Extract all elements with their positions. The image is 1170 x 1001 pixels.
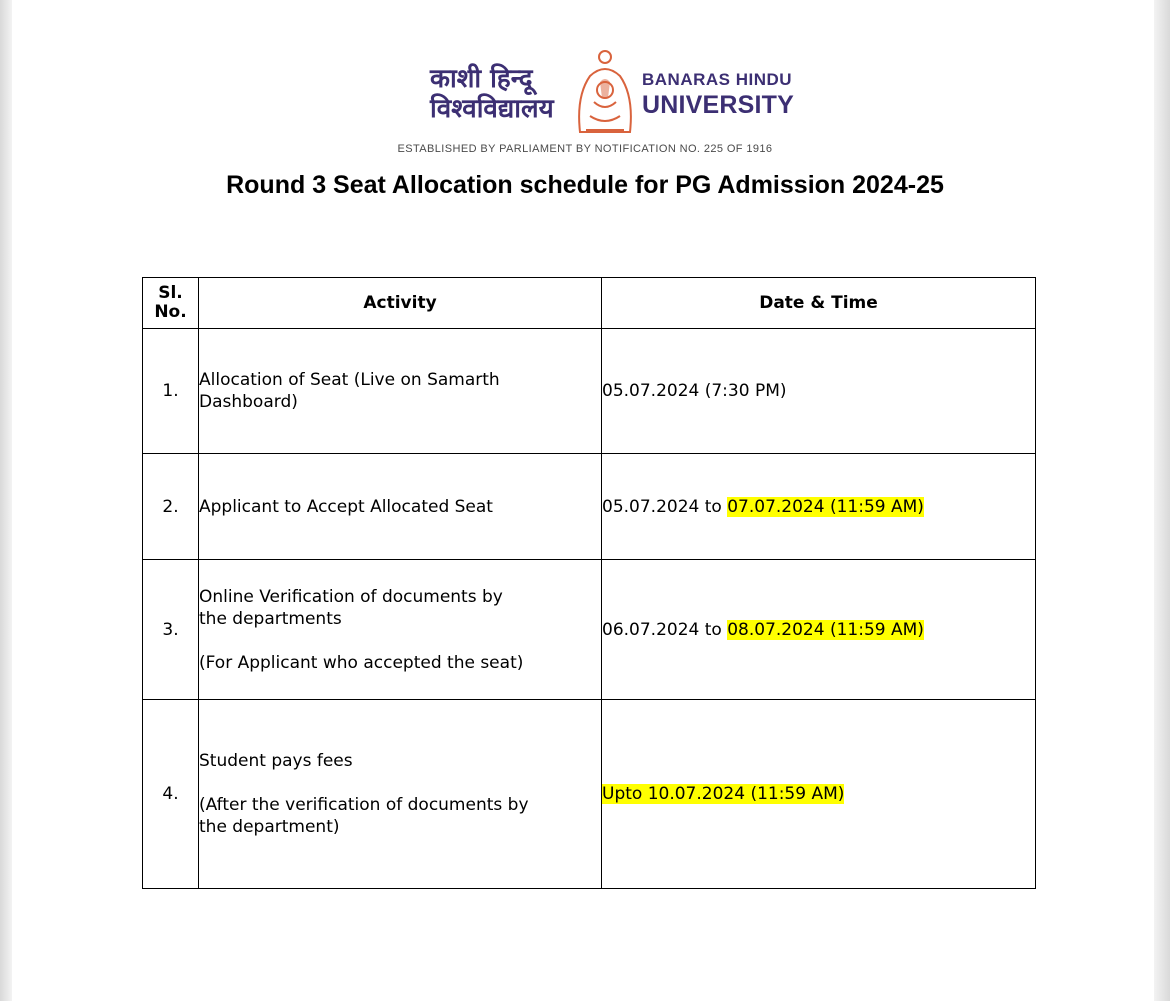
- logo-english-line2: UNIVERSITY: [642, 91, 795, 119]
- header-activity: Activity: [199, 278, 602, 329]
- row-sl-no: 2.: [143, 454, 199, 560]
- logo-hindi-line2: विश्वविद्यालय: [430, 94, 554, 124]
- date-highlight: 08.07.2024 (11:59 AM): [727, 619, 924, 640]
- logo-english-text: [642, 70, 794, 120]
- date-highlight: 07.07.2024 (11:59 AM): [727, 496, 924, 517]
- row-activity: Allocation of Seat (Live on Samarth Dashboard): [199, 329, 602, 454]
- logo-english-line1: BANARAS HINDU: [642, 70, 793, 89]
- page-title: Round 3 Seat Allocation schedule for PG Admission 2024-25: [226, 171, 944, 199]
- activity-line: Online Verification of documents by: [199, 586, 503, 607]
- row-activity: Applicant to Accept Allocated Seat: [199, 454, 602, 560]
- schedule-table: [142, 277, 1036, 889]
- table-header-row: [143, 278, 1036, 329]
- row-datetime: [602, 700, 1036, 889]
- date-highlight: Upto 10.07.2024 (11:59 AM): [602, 784, 845, 804]
- header-sl-line1: Sl.: [158, 283, 183, 303]
- activity-note-line: (After the verification of documents by: [199, 795, 529, 815]
- table-row: [143, 329, 1036, 454]
- row-activity: [199, 560, 602, 700]
- header-sl-line2: No.: [154, 302, 187, 322]
- row-sl-no: 1.: [143, 329, 199, 454]
- activity-line: the departments: [199, 608, 342, 629]
- saraswati-emblem-icon: [572, 46, 638, 138]
- row-datetime: [602, 560, 1036, 700]
- row-sl-no: 4.: [143, 700, 199, 889]
- bhu-logo: [430, 46, 795, 138]
- row-activity: [199, 700, 602, 889]
- activity-line: Student pays fees: [199, 751, 353, 771]
- logo-hindi-line1: काशी हिन्दू: [430, 64, 533, 94]
- table-row: [143, 560, 1036, 700]
- row-sl-no: 3.: [143, 560, 199, 700]
- row-datetime: [602, 454, 1036, 560]
- date-plain: 06.07.2024 to: [602, 619, 728, 640]
- established-line: ESTABLISHED BY PARLIAMENT BY NOTIFICATION NO. 225 OF 1916: [397, 143, 773, 155]
- table-row: [143, 700, 1036, 889]
- logo-hindi-text: [430, 64, 554, 124]
- row-datetime: 05.07.2024 (7:30 PM): [602, 329, 1036, 454]
- date-plain: 05.07.2024 to: [602, 496, 728, 517]
- header-sl-no: [143, 278, 199, 329]
- activity-note-line: the department): [199, 817, 340, 837]
- header-datetime: Date & Time: [602, 278, 1036, 329]
- activity-note: (For Applicant who accepted the seat): [199, 652, 524, 673]
- table-row: [143, 454, 1036, 560]
